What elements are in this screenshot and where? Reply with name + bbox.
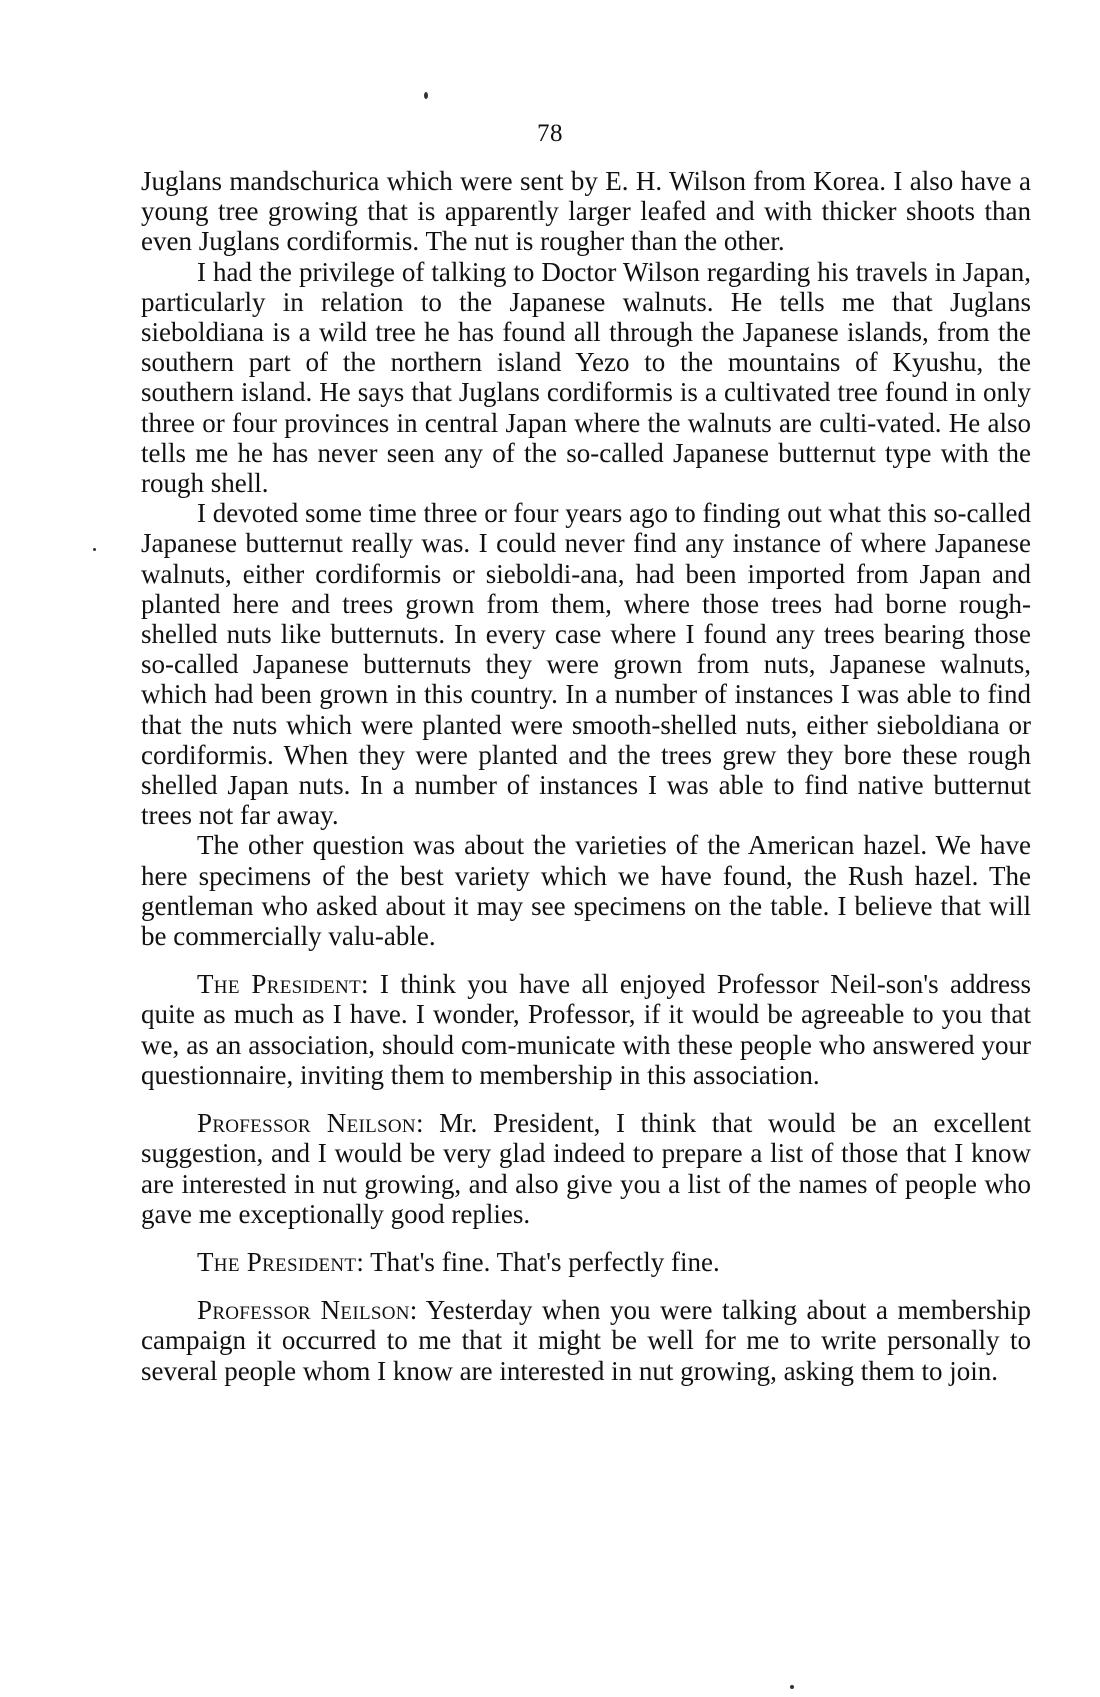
dialogue-text: Mr. President, I think that would be an excellent suggestion, and I would be very glad indeed to prepare a list of those that I know are interested in nut growing, and also give you a list of the names of people who gave me exceptionally good replies. <box>141 1108 1031 1229</box>
dialogue-text: I think you have all enjoyed Professor Neil-son's address quite as much as I have. I wonder, Professor, if it would be agreeable to you that we, as an association, should com-municate with these people who answered your questionnaire, inviting them to membership in this association. <box>141 969 1031 1090</box>
paragraph-3: I devoted some time three or four years ago to finding out what this so-called Japanese butternut really was. I could never find any instance of where Japanese walnuts, either cordiformis or sieboldi-ana, had been imported from Japan and planted here and trees grown from them, where those trees had borne rough-shelled nuts like butternuts. In every case where I found any trees bearing those so-called Japanese butternuts they were grown from nuts, Japanese walnuts, which had been grown in this country. In a number of instances I was able to find that the nuts which were planted were smooth-shelled nuts, either sieboldiana or cordiformis. When they were planted and the trees grew they bore these rough shelled Japan nuts. In a number of instances I was able to find native butternut trees not far away. <box>141 498 1031 831</box>
dialogue-entry-1 <box>141 969 1031 1090</box>
scan-speck <box>790 1685 794 1689</box>
dialogue-text: That's fine. That's perfectly fine. <box>370 1246 720 1277</box>
dialogue-entry-3 <box>141 1247 1031 1277</box>
speaker-name: Professor Neilson <box>197 1295 410 1326</box>
speaker-name: The President <box>197 1246 357 1277</box>
speaker-name: The President <box>197 969 361 1000</box>
speaker-separator: : <box>360 969 380 1000</box>
paragraph-1: Juglans mandschurica which were sent by E. H. Wilson from Korea. I also have a young tree growing that is apparently larger leafed and with thicker shoots than even Juglans cordiformis. The nut is rougher than the other. <box>141 166 1031 257</box>
dialogue-entry-4 <box>141 1295 1031 1386</box>
speaker-separator: : <box>415 1108 440 1139</box>
speaker-name: Professor Neilson <box>197 1108 416 1139</box>
page-number: 78 <box>537 120 563 147</box>
paragraph-2: I had the privilege of talking to Doctor Wilson regarding his travels in Japan, particularly in relation to the Japanese walnuts. He tells me that Juglans sieboldiana is a wild tree he has found all through the Japanese islands, from the southern part of the northern island Yezo to the mountains of Kyushu, the southern island. He says that Juglans cordiformis is a cultivated tree found in only three or four provinces in central Japan where the walnuts are culti-vated. He also tells me he has never seen any of the so-called Japanese butternut type with the rough shell. <box>141 256 1031 499</box>
speaker-separator: : <box>409 1295 426 1326</box>
body-text <box>141 166 1031 1386</box>
speaker-separator: : <box>356 1246 371 1277</box>
scan-speck <box>424 92 428 99</box>
scan-speck <box>93 548 96 551</box>
dialogue-text: Yesterday when you were talking about a membership campaign it occurred to me that it might be well for me to write personally to several people whom I know are interested in nut growing, asking them to join. <box>141 1295 1031 1386</box>
paragraph-4: The other question was about the varieties of the American hazel. We have here specimens of the best variety which we have found, the Rush hazel. The gentleman who asked about it may see specimens on the table. I believe that will be commercially valu-able. <box>141 830 1031 952</box>
dialogue-entry-2 <box>141 1108 1031 1229</box>
